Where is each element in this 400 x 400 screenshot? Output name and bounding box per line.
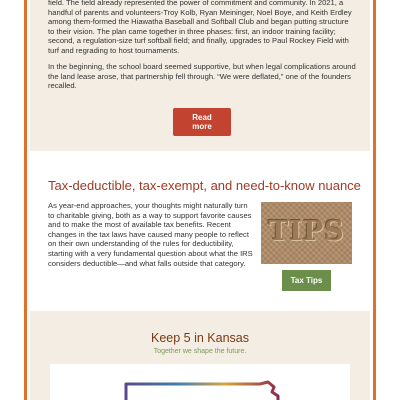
kansas-map-outline-icon	[50, 364, 350, 400]
story-paragraph: In the beginning, the school board seemed supportive, but when legal complications around the land lease arose, that partnership fell through. “We were deflated,” one of the founders recalled.	[48, 62, 356, 91]
story-paragraph: field. The field already represented the power of commitment and community. In 2021, a handful of parents and volunteers-Troy Kolb, Ryan Meininger, Noel Boye, and Keith Erdley among them-formed the Hiawatha Baseball and Softball Club and began putting structure to their vision. The plan came together in three phases: first, an indoor training facility; second, a regulation-size turf softball field; and finally, upgrades to Paul Rockey Field with turf and regrading to host tournaments.	[48, 0, 352, 55]
newsletter-content	[27, 0, 373, 400]
story-tax-section	[30, 151, 370, 311]
left-frame-border	[0, 0, 27, 400]
read-more-label: Read more	[192, 112, 212, 131]
right-frame-border	[373, 0, 400, 400]
story-hiawatha-section	[30, 0, 370, 151]
tips-image-text: TIPS	[268, 216, 345, 247]
story-title: Tax-deductible, tax-exempt, and need-to-know nuance	[48, 178, 361, 193]
kansas-map-card	[50, 364, 350, 400]
section-title: Keep 5 in Kansas	[151, 331, 249, 345]
story-body: As year-end approaches, your thoughts might naturally turn to charitable giving, both as a way to support favorite causes and to make the most of available tax benefits. Recent changes in the tax laws have caused many people to reflect on their own understanding of the rules for deductibility, starting with a very fundamental question about what the IRS considers deductible—and what falls outside that category.	[48, 201, 253, 268]
tax-tips-button[interactable]: Tax Tips	[282, 270, 331, 291]
read-more-button[interactable]	[173, 108, 231, 136]
tips-image	[261, 202, 352, 264]
section-subtitle: Together we shape the future.	[153, 348, 247, 355]
keep-5-in-kansas-section	[30, 311, 370, 400]
